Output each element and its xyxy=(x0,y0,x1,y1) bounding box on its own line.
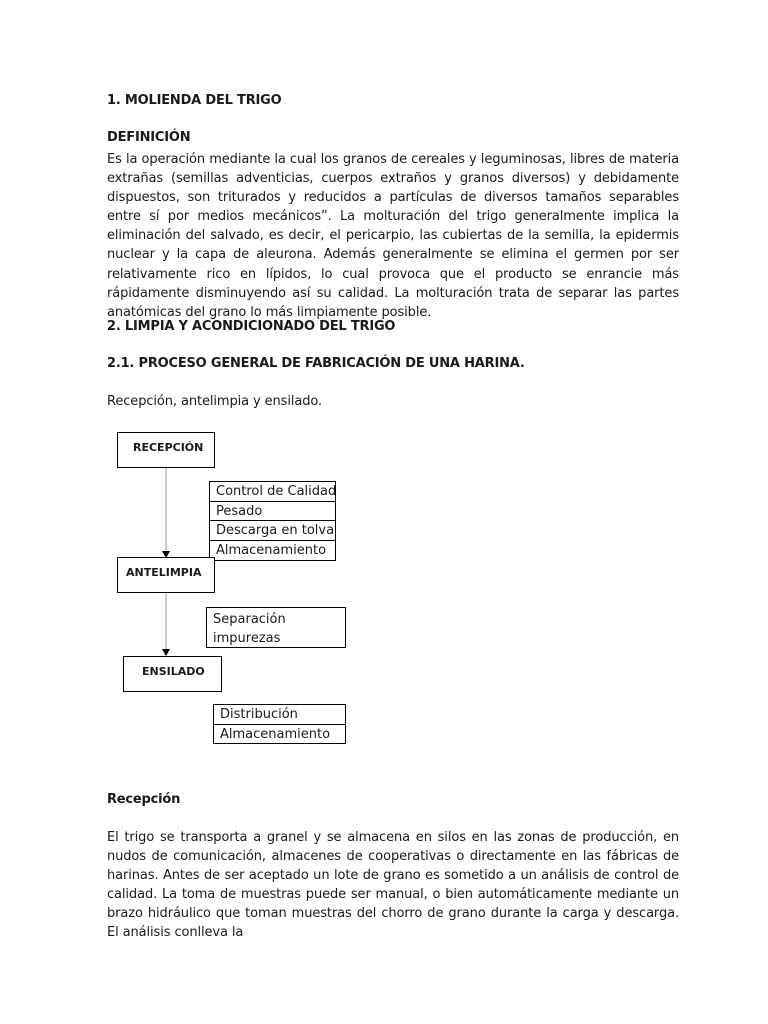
recepcion-box-label: RECEPCIÓN xyxy=(133,441,204,454)
antelimpia-box-label: ANTELIMPIA xyxy=(126,566,202,579)
ensilado-box xyxy=(123,656,222,692)
definition-heading: DEFINICIÓN xyxy=(107,130,191,145)
antelimpia-steps-box xyxy=(206,607,346,648)
intro-line: Recepción, antelimpia y ensilado. xyxy=(107,394,323,409)
ensilado-step: Almacenamiento xyxy=(220,726,331,742)
ensilado-steps-list xyxy=(213,704,346,744)
antelimpia-step: Separación xyxy=(213,612,286,627)
recepcion-paragraph: El trigo se transporta a granel y se almacena en silos en las zonas de producción, en nudos de comunicación, almacenes de cooperativas o directamente en las fábricas de harinas. Antes de ser aceptado un lote de grano es sometido a un análisis de control de calidad. La toma de muestras puede ser manual, o bien automáticamente mediante un brazo hidráulico que toman muestras del chorro de grano durante la carga y descarga. El análisis conlleva la xyxy=(107,830,679,941)
recepcion-steps-list xyxy=(209,481,336,561)
ensilado-box-label: ENSILADO xyxy=(142,665,205,678)
antelimpia-box xyxy=(117,557,215,593)
recepcion-step: Pesado xyxy=(210,502,335,522)
recepcion-step: Almacenamiento xyxy=(216,542,327,558)
recepcion-box xyxy=(117,432,215,468)
section-heading-2-1: 2.1. PROCESO GENERAL DE FABRICACIÓN DE UNA HARINA. xyxy=(107,356,525,371)
ensilado-step: Distribución xyxy=(214,705,345,725)
recepcion-heading: Recepción xyxy=(107,792,181,807)
arrowhead-ensilado xyxy=(162,649,170,656)
recepcion-step: Descarga en tolva xyxy=(210,521,335,541)
section-heading-1: 1. MOLIENDA DEL TRIGO xyxy=(107,93,282,108)
definition-paragraph: Es la operación mediante la cual los granos de cereales y leguminosas, libres de materia extrañas (semillas adventicias, cuerpos extraños y granos diversos) y debidamente dispuestos, son triturados y reducidos a partículas de diversos tamaños separables entre sí por medios mecánicos”. La molturación del trigo generalmente implica la eliminación del salvado, es decir, el pericarpio, las cubiertas de la semilla, la epidermis nuclear y la capa de aleurona. Además generalmente se elimina el germen por ser relativamente rico en lípidos, lo cual provoca que el producto se enrancie más rápidamente disminuyendo así su calidad. La molturación trata de separar las partes anatómicas del grano lo más limpiamente posible. xyxy=(107,152,679,320)
section-heading-2: 2. LIMPIA Y ACONDICIONADO DEL TRIGO xyxy=(107,319,396,334)
recepcion-step: Control de Calidad xyxy=(210,482,335,502)
antelimpia-step: impurezas xyxy=(213,631,281,646)
